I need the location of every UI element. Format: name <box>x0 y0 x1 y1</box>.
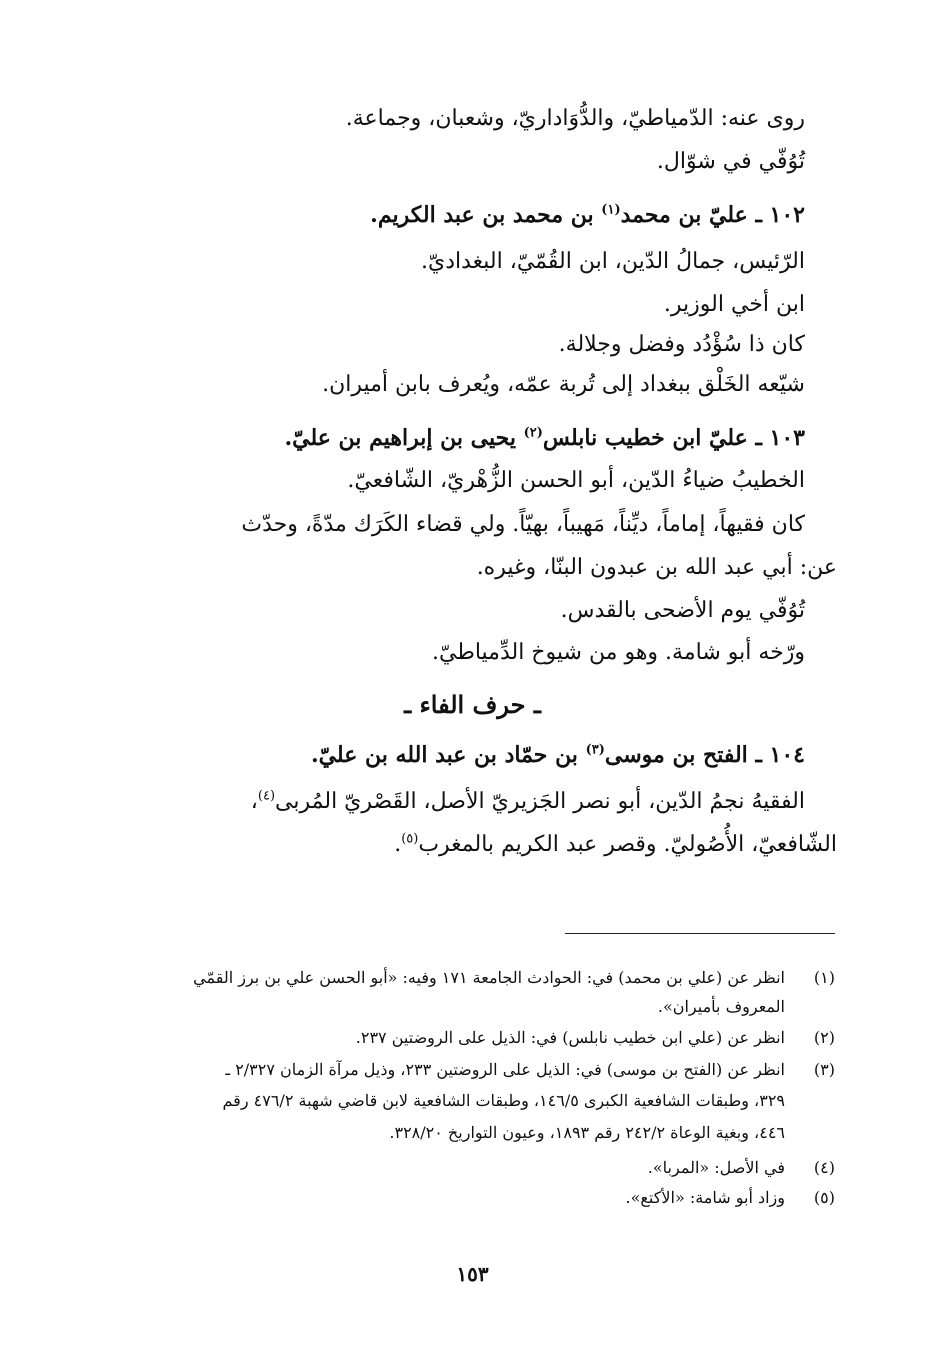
entry-104-head: ١٠٤ ـ الفتح بن موسى <box>604 742 805 768</box>
entry-104-line-2-end: . <box>394 832 402 857</box>
footnote-3-line-2: ٣٢٩، وطبقات الشافعية الكبرى ١٤٦/٥، وطبقات الشافعية لابن قاضي شهبة ٤٧٦/٢ رقم <box>222 1091 785 1110</box>
footnote-number-1: (١) <box>813 968 835 987</box>
body-line-1: روى عنه: الدّمياطيّ، والدُّوَاداريّ، وشعبان، وجماعة. <box>345 106 805 131</box>
footnote-3-line-1: انظر عن (الفتح بن موسى) في: الذيل على الروضتين ٢٣٣، وذيل مرآة الزمان ٢/٣٢٧ ـ <box>225 1060 785 1079</box>
footnote-ref-3: (٣) <box>585 742 605 758</box>
entry-104-line-1-end: ، <box>250 789 258 814</box>
footnote-5-line-1: وزاد أبو شامة: «الأكتع». <box>625 1188 785 1207</box>
body-line-3: الرّئيس، جمالُ الدّين، ابن القُمّيّ، البغداديّ. <box>421 249 805 274</box>
entry-104-line-2-text: الشّافعيّ، الأُصُوليّ. وقصر عبد الكريم بالمغرب <box>418 832 837 857</box>
body-line-6: شيّعه الخَلْق ببغداد إلى تُربة عمّه، ويُعرف بابن أميران. <box>322 372 805 397</box>
footnote-ref-2: (٢) <box>523 425 543 441</box>
entry-102-tail: بن محمد بن عبد الكريم. <box>370 202 602 228</box>
entry-104-line-1-text: الفقيهُ نجمُ الدّين، أبو نصر الجَزيريّ الأصل، القَصْريّ المُربى <box>275 789 805 814</box>
footnote-ref-1: (١) <box>601 202 621 218</box>
footnote-separator <box>565 933 835 934</box>
footnote-1-line-1: انظر عن (علي بن محمد) في: الحوادث الجامعة ١٧١ وفيه: «أبو الحسن علي بن برز القمّي <box>193 968 785 987</box>
body-line-5: كان ذا سُؤْدُد وفضل وجلالة. <box>558 332 805 357</box>
footnote-2-line-1: انظر عن (علي ابن خطيب نابلس) في: الذيل على الروضتين ٢٣٧. <box>355 1028 785 1047</box>
section-heading: ـ حرف الفاء ـ <box>404 690 541 719</box>
footnote-ref-4: (٤) <box>257 788 276 804</box>
page-number: ١٥٣ <box>456 1262 489 1286</box>
entry-103-heading <box>284 423 805 453</box>
body-line-7: الخطيبُ ضياءُ الدّين، أبو الحسن الزُّهْريّ، الشّافعيّ. <box>347 468 805 493</box>
body-line-8: كان فقيهاً، إماماً، ديِّناً، مَهيباً، بهيّاً. ولي قضاء الكَرَك مدّةً، وحدّث <box>241 512 805 537</box>
footnote-number-4: (٤) <box>813 1158 835 1177</box>
entry-104-line-1 <box>251 787 805 817</box>
footnote-4-line-1: في الأصل: «المربا». <box>647 1158 785 1177</box>
entry-104-heading <box>311 740 805 770</box>
body-line-4: ابن أخي الوزير. <box>663 292 805 317</box>
body-line-10: تُوُفّي يوم الأضحى بالقدس. <box>560 598 805 623</box>
entry-103-head: ١٠٣ ـ عليّ ابن خطيب نابلس <box>542 425 805 451</box>
entry-104-line-2 <box>394 830 837 860</box>
entry-102-heading <box>370 200 805 230</box>
footnote-number-2: (٢) <box>813 1028 835 1047</box>
body-line-9: عن: أبي عبد الله بن عبدون البنّا، وغيره. <box>476 555 837 580</box>
footnote-number-3: (٣) <box>813 1060 835 1079</box>
body-line-2: تُوُفّي في شوّال. <box>656 149 805 174</box>
footnote-1-line-2: المعروف بأميران». <box>657 997 785 1016</box>
entry-104-tail: بن حمّاد بن عبد الله بن عليّ. <box>310 742 586 768</box>
footnote-ref-5: (٥) <box>401 831 419 847</box>
footnote-3-line-3: ٤٤٦، وبغية الوعاة ٢٤٢/٢ رقم ١٨٩٣، وعيون التواريخ ٣٢٨/٢٠. <box>389 1123 785 1142</box>
footnote-number-5: (٥) <box>813 1188 835 1207</box>
body-line-11: ورّخه أبو شامة. وهو من شيوخ الدِّمياطيّ. <box>431 640 805 665</box>
entry-103-tail: يحيى بن إبراهيم بن عليّ. <box>284 425 524 451</box>
entry-102-head: ١٠٢ ـ عليّ بن محمد <box>620 202 805 228</box>
